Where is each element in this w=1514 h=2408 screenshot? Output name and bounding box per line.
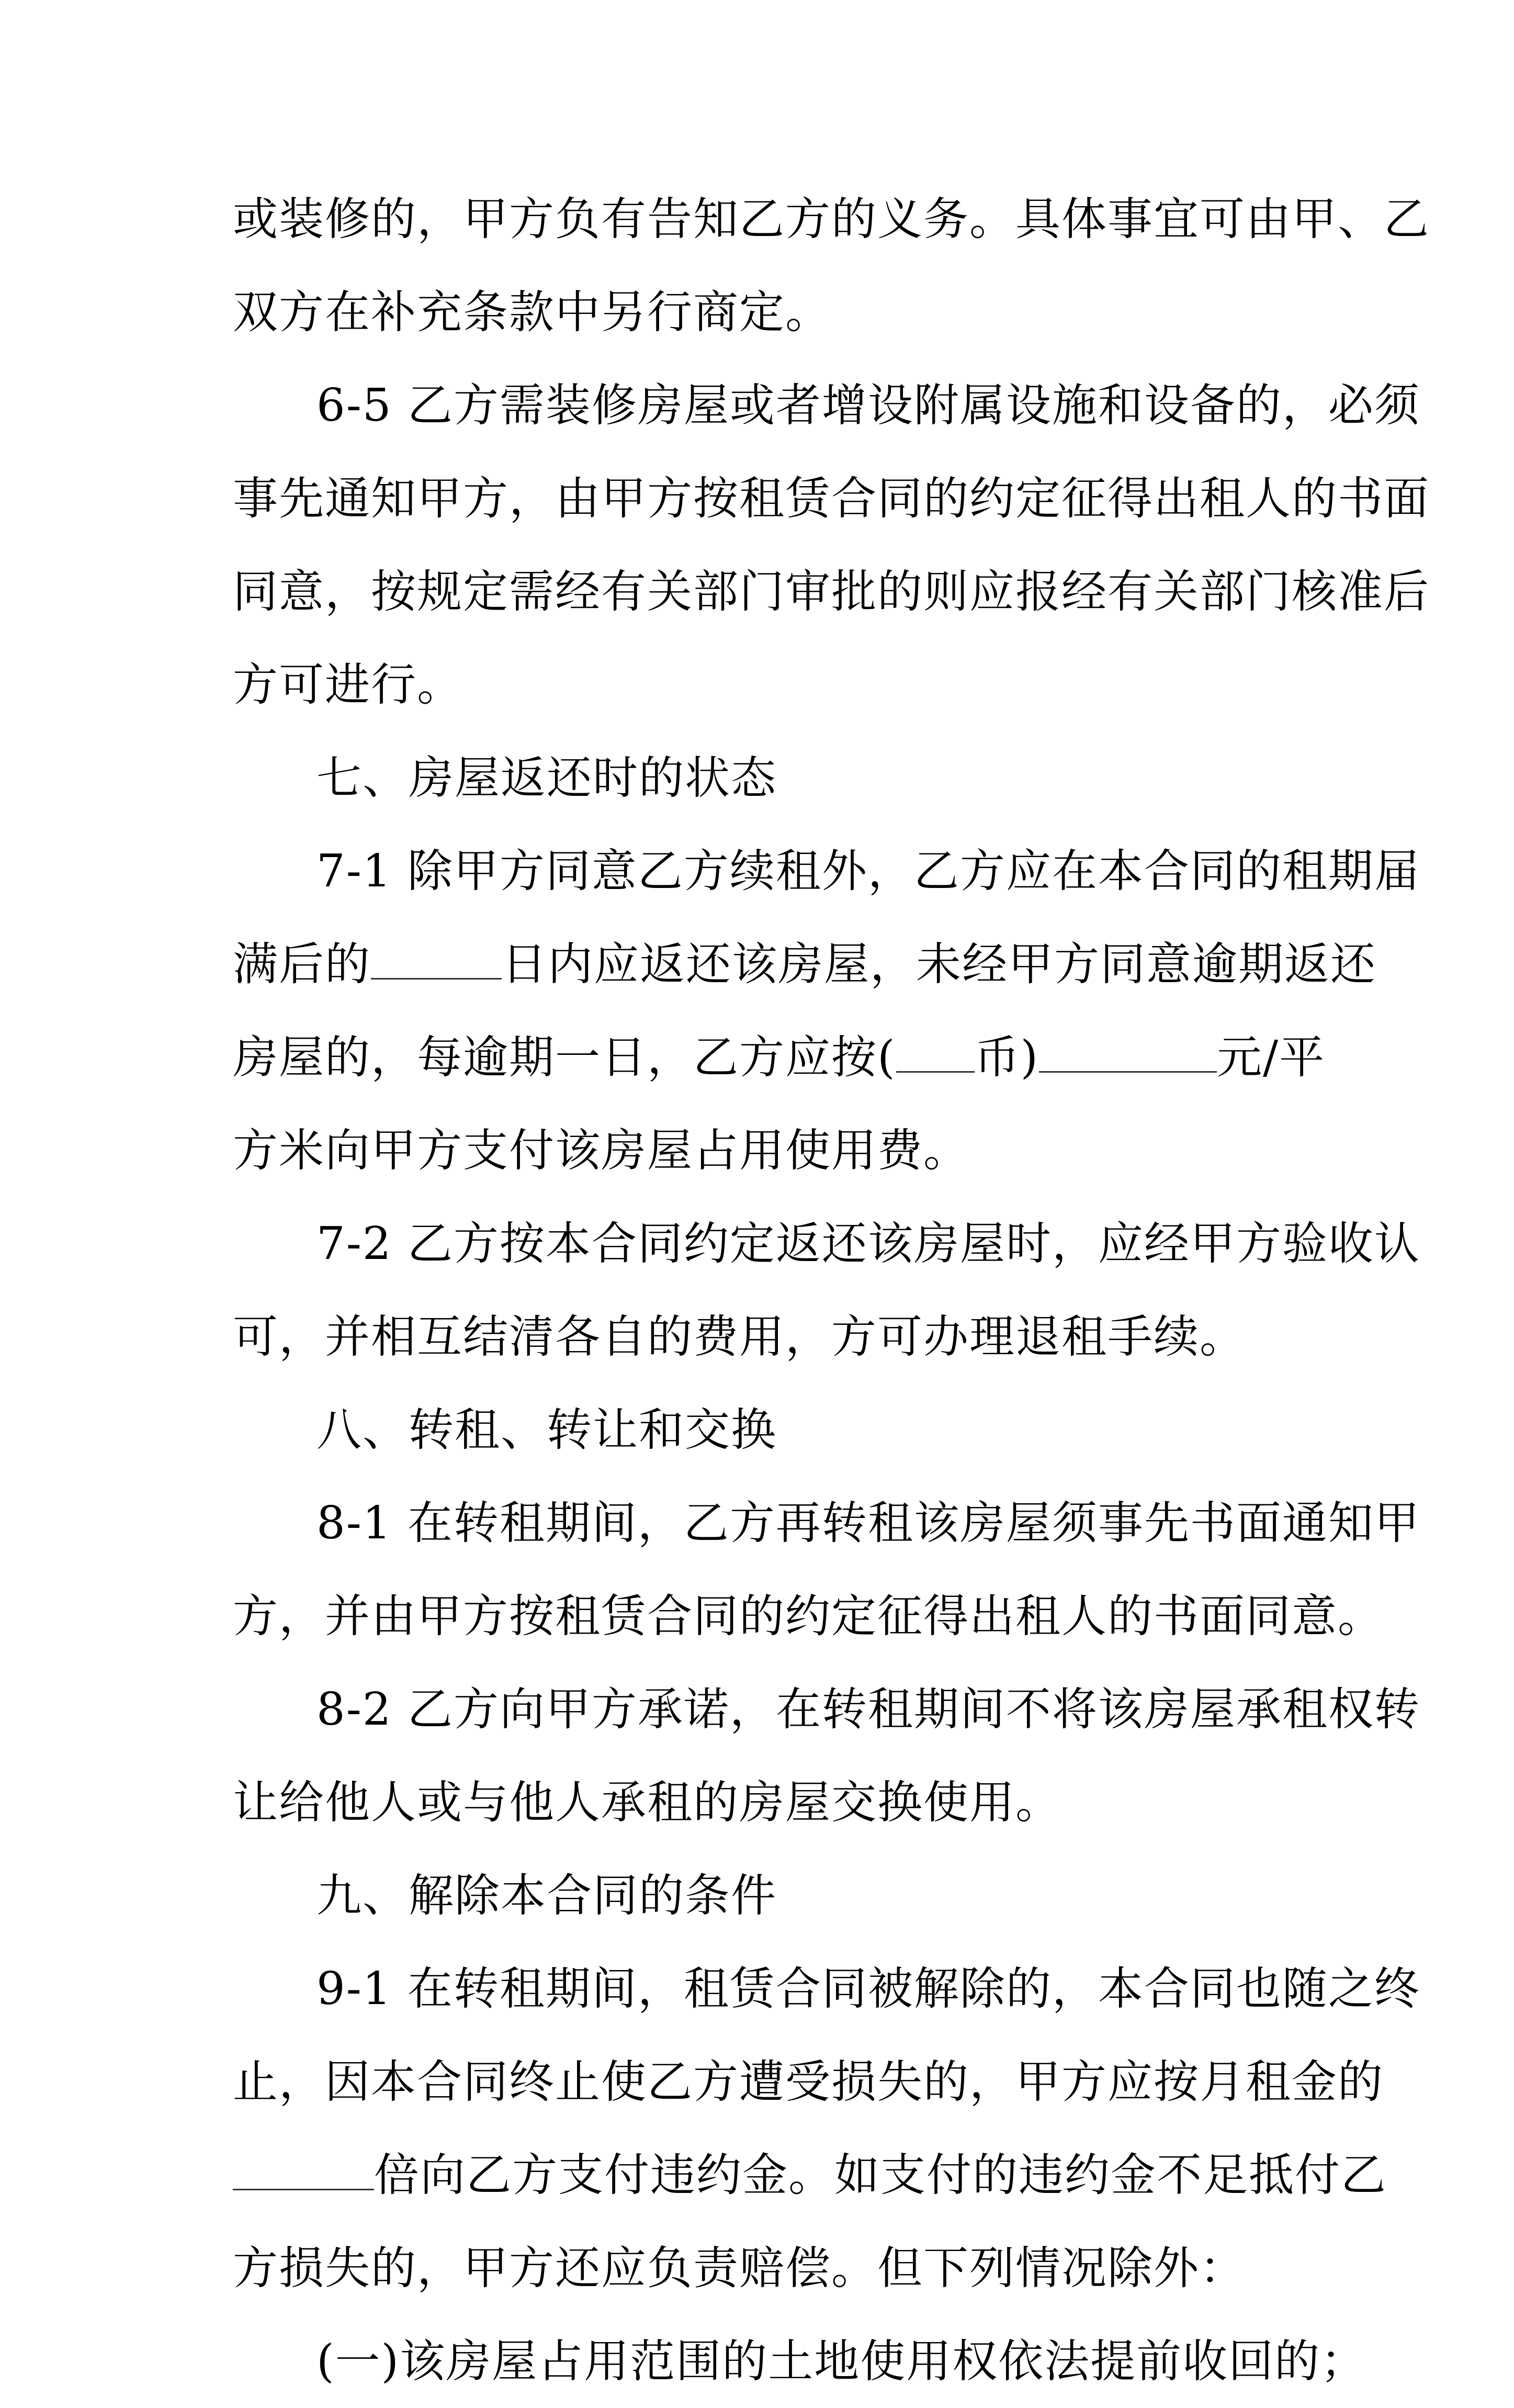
text-line: 方损失的，甲方还应负责赔偿。但下列情况除外： — [233, 2242, 1246, 2294]
text-line — [233, 1011, 1326, 1104]
document-page — [233, 173, 1430, 2408]
text-line: 事先通知甲方，由甲方按租赁合同的约定征得出租人的书面 — [233, 472, 1430, 525]
text-segment: 日内应返还该房屋，未经甲方同意逾期返还 — [502, 938, 1376, 991]
section-heading-9: 九、解除本合同的条件 — [317, 1870, 777, 1922]
fill-blank-currency — [896, 1034, 975, 1073]
text-line: 方可进行。 — [233, 659, 463, 711]
text-line: 方，并由甲方按租赁合同的约定征得出租人的书面同意。 — [233, 1590, 1384, 1642]
fill-blank-amount — [1039, 1034, 1217, 1073]
text-segment: 元/平 — [1217, 1031, 1326, 1084]
exception-item-1: (一)该房屋占用范围的土地使用权依法提前收回的； — [317, 2335, 1367, 2388]
text-line — [233, 2129, 1387, 2222]
section-heading-8: 八、转租、转让和交换 — [317, 1404, 777, 1456]
clause-8-2: 8-2 乙方向甲方承诺，在转租期间不将该房屋承租权转 — [317, 1683, 1420, 1736]
clause-9-1: 9-1 在转租期间，租赁合同被解除的，本合同也随之终 — [317, 1963, 1420, 2015]
text-line: 让给他人或与他人承租的房屋交换使用。 — [233, 1776, 1061, 1829]
text-line: 止，因本合同终止使乙方遭受损失的，甲方应按月租金的 — [233, 2056, 1384, 2108]
section-heading-7: 七、房屋返还时的状态 — [317, 752, 777, 804]
text-segment: 币) — [974, 1031, 1040, 1084]
text-segment: 房屋的，每逾期一日，乙方应按( — [233, 1031, 896, 1084]
text-line: 可，并相互结清各自的费用，方可办理退租手续。 — [233, 1311, 1246, 1363]
text-line: 方米向甲方支付该房屋占用使用费。 — [233, 1124, 969, 1177]
clause-7-2: 7-2 乙方按本合同约定返还该房屋时，应经甲方验收认 — [317, 1218, 1420, 1270]
clause-6-5: 6-5 乙方需装修房屋或者增设附属设施和设备的，必须 — [317, 379, 1420, 432]
text-segment: 满后的 — [233, 938, 371, 991]
clause-7-1: 7-1 除甲方同意乙方续租外，乙方应在本合同的租期届 — [317, 845, 1420, 897]
text-line: 同意，按规定需经有关部门审批的则应报经有关部门核准后 — [233, 566, 1430, 618]
text-line: 或装修的，甲方负有告知乙方的义务。具体事宜可由甲、乙 — [233, 193, 1430, 245]
fill-blank-days — [371, 941, 502, 980]
text-segment: 倍向乙方支付违约金。如支付的违约金不足抵付乙 — [374, 2149, 1387, 2201]
clause-8-1: 8-1 在转租期间，乙方再转租该房屋须事先书面通知甲 — [317, 1497, 1420, 1549]
fill-blank-multiple — [233, 2152, 374, 2190]
text-line: 双方在补充条款中另行商定。 — [233, 286, 831, 339]
text-line — [233, 918, 1376, 1011]
